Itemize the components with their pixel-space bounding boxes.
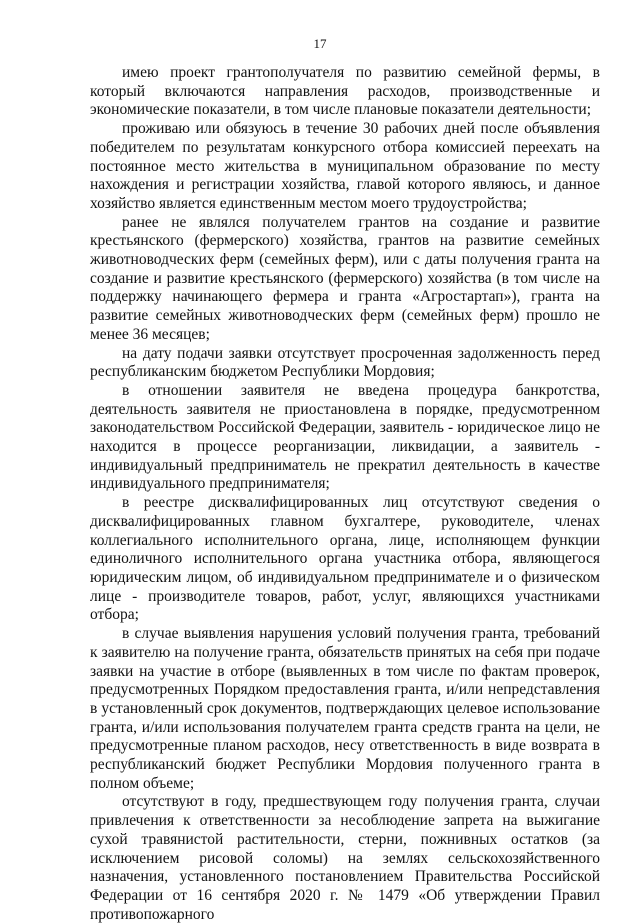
- paragraph-no-overdue-debt: на дату подачи заявки отсутствует просроченная задолженность перед республиканским бюджетом Республики Мордовия;: [90, 344, 600, 381]
- paragraph-disqualified-persons-registry: в реестре дисквалифицированных лиц отсутствуют сведения о дисквалифицированных главном бухгалтере, руководителе, членах коллегиального исполнительного органа, лице, исполняющем функции единоличного исполнительного органа участника отбора, являющегося юридическим лицом, об индивидуальном предпринимателе и о физическом лице - производителе товаров, работ, услуг, являющихся участниками отбора;: [90, 494, 600, 624]
- paragraph-no-bankruptcy: в отношении заявителя не введена процедура банкротства, деятельность заявителя не приостановлена в порядке, предусмотренном законодательством Российской Федерации, заявитель - юридическое лицо не находится в процессе реорганизации, ликвидации, а заявитель - индивидуальный предприниматель не прекратил деятельность в качестве индивидуального предпринимателя;: [90, 381, 600, 493]
- document-body: [90, 64, 600, 924]
- page-number: 17: [313, 36, 327, 51]
- paragraph-residence-obligation: проживаю или обязуюсь в течение 30 рабочих дней после объявления победителем по результатам конкурсного отбора комиссией переехать на постоянное место жительства в муниципальном образование по месту нахождения и регистрации хозяйства, главой которого являюсь, и данное хозяйство является единственным местом моего трудоустройства;: [90, 120, 600, 212]
- paragraph-grant-violation-liability: в случае выявления нарушения условий получения гранта, требований к заявителю на получение гранта, обязательств принятых на себя при подаче заявки на участие в отборе (выявленных в том числе по фактам проверок, предусмотренных Порядком предоставления гранта, и/или непредставления в установленный срок документов, подтверждающих целевое использование гранта, и/или использования получателем гранта средств гранта на цели, не предусмотренные планом расходов, несу ответственность в виде возврата в республиканский бюджет Республики Мордовия полученного гранта в полном объеме;: [90, 625, 600, 792]
- paragraph-burning-prohibition: отсутствуют в году, предшествующем году получения гранта, случаи привлечения к ответственности за несоблюдение запрета на выжигание сухой травянистой растительности, стерни, пожнивных остатков (за исключением рисовой соломы) на землях сельскохозяйственного назначения, установленного постановлением Правительства Российской Федерации от 16 сентября 2020 г. № 1479 «Об утверждении Правил противопожарного: [90, 793, 600, 923]
- paragraph-previous-grants: ранее не являлся получателем грантов на создание и развитие крестьянского (фермерского) хозяйства, грантов на развитие семейных животноводческих ферм (семейных ферм), или с даты получения гранта на создание и развитие крестьянского (фермерского) хозяйства (в том числе на поддержку начинающего фермера и гранта «Агростартап»), гранта на развитие семейных животноводческих ферм (семейных ферм) прошло не менее 36 месяцев;: [90, 213, 600, 343]
- paragraph-family-farm-project: имею проект грантополучателя по развитию семейной фермы, в который включаются направления расходов, производственные и экономические показатели, в том числе плановые показатели деятельности;: [90, 64, 600, 119]
